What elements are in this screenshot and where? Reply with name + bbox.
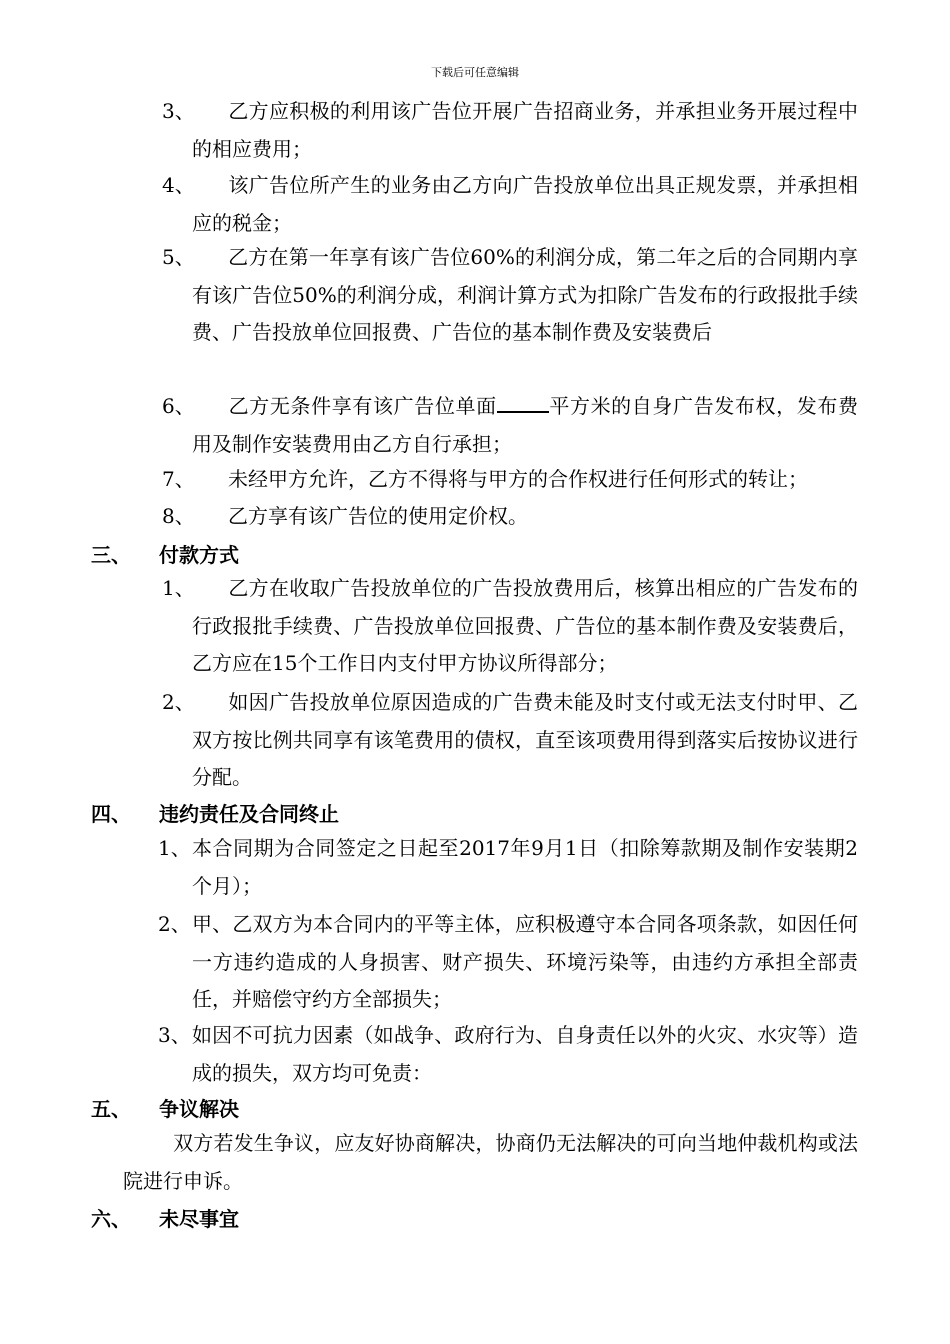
section-title: 未尽事宜	[159, 1207, 239, 1231]
section-number: 六、	[91, 1207, 131, 1231]
list-item	[158, 1017, 858, 1092]
item-number: 3、	[162, 99, 195, 123]
section-title: 付款方式	[159, 543, 239, 567]
fill-in-blank	[497, 389, 549, 413]
item-number: 2、	[162, 690, 195, 714]
item-number: 2、	[158, 912, 191, 936]
list-item	[162, 498, 858, 536]
list-item	[162, 570, 858, 683]
item-number: 1、	[162, 576, 195, 600]
list-item	[162, 239, 858, 389]
section-title: 违约责任及合同终止	[159, 802, 339, 826]
section-heading	[91, 540, 391, 570]
item-number: 7、	[162, 467, 195, 491]
item-text: 如因不可抗力因素（如战争、政府行为、自身责任以外的火灾、水灾等）造成的损失，双方均可免责：	[192, 1023, 858, 1085]
item-text: 平方米的自身广告发布权，发布费用及制作安装费用由乙方自行承担；	[192, 394, 859, 456]
item-number: 1、	[158, 836, 191, 860]
body-paragraph	[123, 1124, 858, 1200]
item-text: 乙方应积极的利用该广告位开展广告招商业务，并承担业务开展过程中的相应费用；	[192, 99, 858, 161]
section-heading	[91, 799, 491, 829]
list-item	[158, 830, 858, 905]
item-text: 乙方在第一年享有该广告位60%的利润分成，第二年之后的合同期内享有该广告位50%的利润分成，利润计算方式为扣除广告发布的行政报批手续费、广告投放单位回报费、广告位的基本制作费及安装费后	[192, 245, 858, 344]
item-text: 乙方在收取广告投放单位的广告投放费用后，核算出相应的广告发布的行政报批手续费、广告投放单位回报费、广告位的基本制作费及安装费后，乙方应在15个工作日内支付甲方协议所得部分；	[192, 576, 858, 675]
section-heading	[91, 1204, 391, 1234]
item-text: 甲、乙双方为本合同内的平等主体，应积极遵守本合同各项条款，如因任何一方违约造成的人身损害、财产损失、环境污染等，由违约方承担全部责任，并赔偿守约方全部损失；	[192, 912, 858, 1011]
list-item	[162, 93, 858, 168]
page-header: 下载后可任意编辑	[431, 66, 519, 79]
item-text: 该广告位所产生的业务由乙方向广告投放单位出具正规发票，并承担相应的税金；	[192, 173, 858, 235]
list-item	[158, 906, 858, 1019]
list-item	[162, 388, 858, 463]
item-number: 4、	[162, 173, 195, 197]
item-number: 8、	[162, 504, 195, 528]
item-number: 3、	[158, 1023, 191, 1047]
section-number: 五、	[91, 1097, 131, 1121]
item-number: 6、	[162, 394, 195, 418]
paragraph-text: 双方若发生争议，应友好协商解决，协商仍无法解决的可向当地仲裁机构或法院进行申诉。	[123, 1131, 858, 1193]
item-text: 乙方无条件享有该广告位单面	[228, 394, 497, 418]
list-item	[162, 684, 858, 797]
section-heading	[91, 1094, 391, 1124]
item-number: 5、	[162, 245, 195, 269]
item-text: 本合同期为合同签定之日起至2017年9月1日（扣除筹款期及制作安装期2个月）；	[192, 836, 858, 898]
section-number: 四、	[91, 802, 131, 826]
section-number: 三、	[91, 543, 131, 567]
item-text: 未经甲方允许，乙方不得将与甲方的合作权进行任何形式的转让；	[228, 467, 808, 491]
list-item	[162, 461, 858, 499]
section-title: 争议解决	[159, 1097, 239, 1121]
item-text: 乙方享有该广告位的使用定价权。	[228, 504, 528, 528]
item-text: 如因广告投放单位原因造成的广告费未能及时支付或无法支付时甲、乙双方按比例共同享有该笔费用的债权，直至该项费用得到落实后按协议进行分配。	[192, 690, 858, 789]
list-item	[162, 167, 858, 242]
